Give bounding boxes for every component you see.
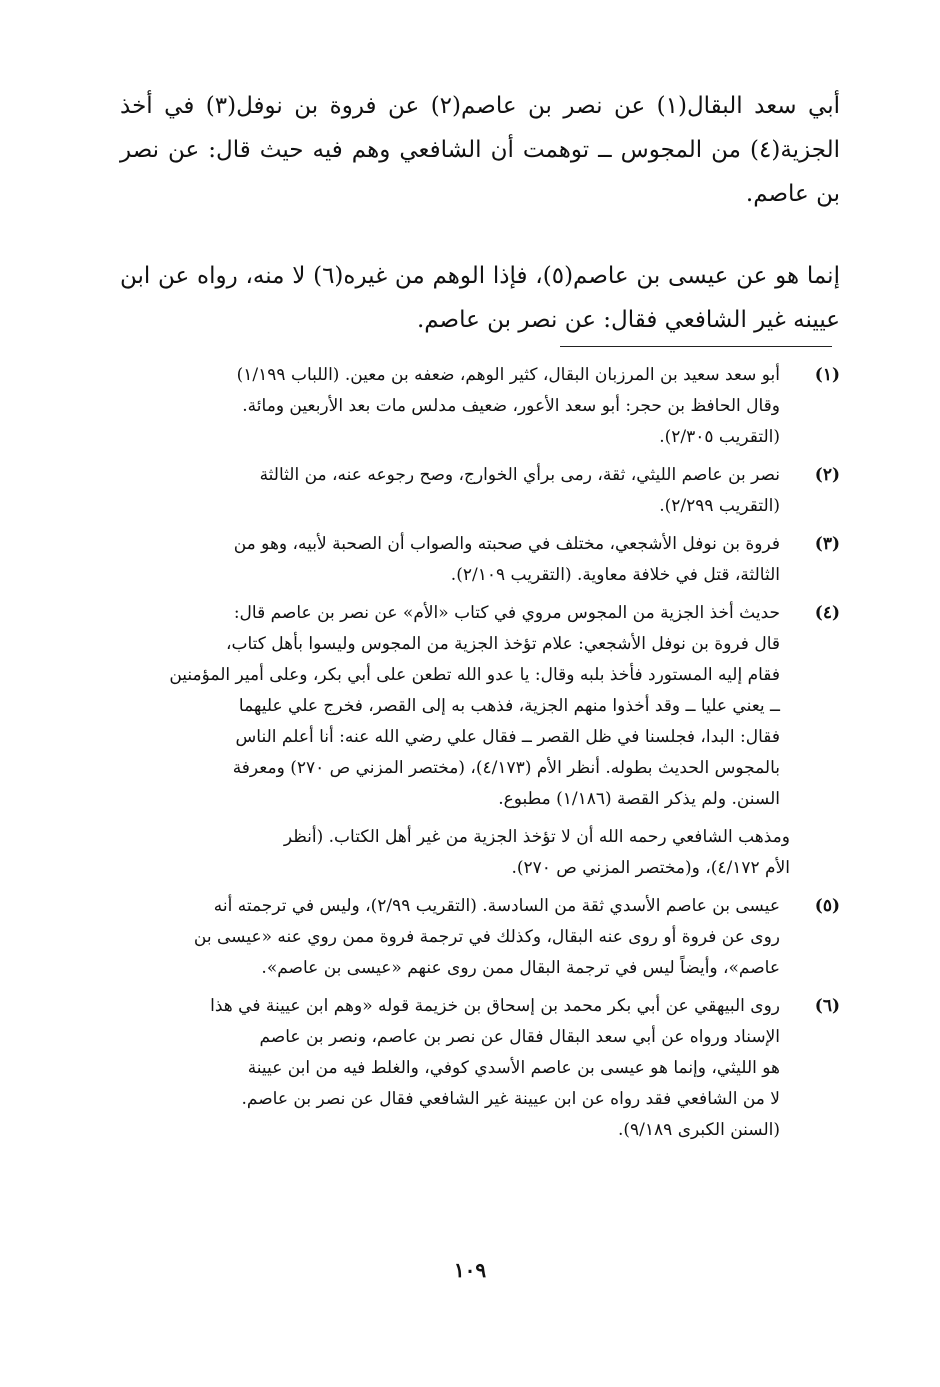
footnote-text <box>120 991 780 1146</box>
main-text <box>120 84 840 342</box>
footnote-line: ــ يعني عليا ــ وقد أخذوا منهم الجزية، فذهب به إلى القصر، فخرج علي عليهما <box>238 696 780 716</box>
continuation-line: ومذهب الشافعي رحمه الله أن لا تؤخذ الجزية من غير أهل الكتاب. (أنظر <box>283 827 790 847</box>
paragraph-2: إنما هو عن عيسى بن عاصم(٥)، فإذا الوهم من غيره(٦) لا منه، رواه عن ابن عيينه غير الشافعي فقال: عن نصر بن عاصم. <box>120 263 840 333</box>
footnote-line: نصر بن عاصم الليثي، ثقة، رمى برأي الخوارج، وصح رجوعه عنه، من الثالثة <box>259 465 780 485</box>
footnote-line: الثالثة، قتل في خلافة معاوية. (التقريب ٢/١٠٩). <box>450 565 780 585</box>
footnote-line: حديث أخذ الجزية من المجوس مروي في كتاب «الأم» عن نصر بن عاصم قال: <box>233 603 780 623</box>
footnote-line: بالمجوس الحديث بطوله. أنظر الأم (٤/١٧٣)، (مختصر المزني ص ٢٧٠) ومعرفة <box>232 758 780 778</box>
footnote-line: الإسناد ورواه عن أبي سعد البقال فقال عن نصر بن عاصم، ونصر بن عاصم <box>259 1027 780 1047</box>
footnote-number: (٣) <box>814 534 840 554</box>
continuation-line: الأم ٤/١٧٢)، و(مختصر المزني ص ٢٧٠). <box>511 858 790 878</box>
footnote-text <box>120 460 780 522</box>
footnote <box>120 460 840 522</box>
footnote-text <box>120 891 780 984</box>
footnotes <box>120 360 840 1153</box>
paragraph-1: أبي سعد البقال(١) عن نصر بن عاصم(٢) عن فروة بن نوفل(٣) في أخذ الجزية(٤) من المجوس ــ توهمت أن الشافعي وهم فيه حيث قال: عن نصر بن عاصم. <box>120 93 840 207</box>
footnote-line: (السنن الكبرى ٩/١٨٩). <box>618 1120 780 1140</box>
footnote-number: (١) <box>814 365 840 385</box>
footnote <box>120 529 840 591</box>
footnote-text <box>120 360 780 453</box>
footnote-line: السنن. ولم يذكر القصة (١/١٨٦) مطبوع. <box>498 789 780 809</box>
footnote-line: (التقريب ٢/٢٩٩). <box>659 496 780 516</box>
page-number: ١٠٩ <box>453 1258 487 1282</box>
footnote-line: (التقريب ٢/٣٠٥). <box>659 427 780 447</box>
footnote <box>120 991 840 1146</box>
footnote <box>120 891 840 984</box>
footnote-line: عيسى بن عاصم الأسدي ثقة من السادسة. (التقريب ٢/٩٩)، وليس في ترجمته أنه <box>213 896 780 916</box>
footnote-line: قال فروة بن نوفل الأشجعي: علام تؤخذ الجزية من المجوس وليسوا بأهل كتاب، <box>225 634 780 654</box>
footnote-4-continuation <box>120 822 840 884</box>
footnote-line: أبو سعد سعيد بن المرزبان البقال، كثير الوهم، ضعفه بن معين. (اللباب ١/١٩٩) <box>236 365 780 385</box>
footnote <box>120 360 840 453</box>
footnote-separator <box>560 346 832 347</box>
footnote-text <box>120 529 780 591</box>
footnote-number: (٦) <box>814 996 840 1016</box>
footnote-number: (٢) <box>814 465 840 485</box>
footnote-number: (٥) <box>814 896 840 916</box>
footnote-line: وقال الحافظ بن حجر: أبو سعد الأعور، ضعيف مدلس مات بعد الأربعين ومائة. <box>242 396 780 416</box>
footnote-line: روى عن فروة أو روى عنه البقال، وكذلك في ترجمة فروة ممن روي عنه «عيسى بن <box>193 927 780 947</box>
footnote-line: فقام إليه المستورد فأخذ بلبه وقال: يا عدو الله تطعن على أبي بكر، وعلى أمير المؤمنين <box>169 665 780 685</box>
footnote-line: روى البيهقي عن أبي بكر محمد بن إسحاق بن خزيمة قوله «وهم ابن عيينة في هذا <box>210 996 780 1016</box>
footnote-line: فقال: البدا، فجلسنا في ظل القصر ــ فقال علي رضي الله عنه: أنا أعلم الناس <box>235 727 780 747</box>
footnote-text <box>120 598 780 815</box>
footnote-line: عاصم»، وأيضاً ليس في ترجمة البقال ممن روى عنهم «عيسى بن عاصم». <box>261 958 780 978</box>
footnote-line: فروة بن نوفل الأشجعي، مختلف في صحبته والصواب أن الصحبة لأبيه، وهو من <box>233 534 780 554</box>
footnote-line: لا من الشافعي فقد رواه عن ابن عيينة غير الشافعي فقال عن نصر بن عاصم. <box>241 1089 780 1109</box>
footnote <box>120 598 840 815</box>
footnote-line: هو الليثي، وإنما هو عيسى بن عاصم الأسدي كوفي، والغلط فيه من ابن عيينة <box>247 1058 780 1078</box>
footnote-number: (٤) <box>814 603 840 623</box>
